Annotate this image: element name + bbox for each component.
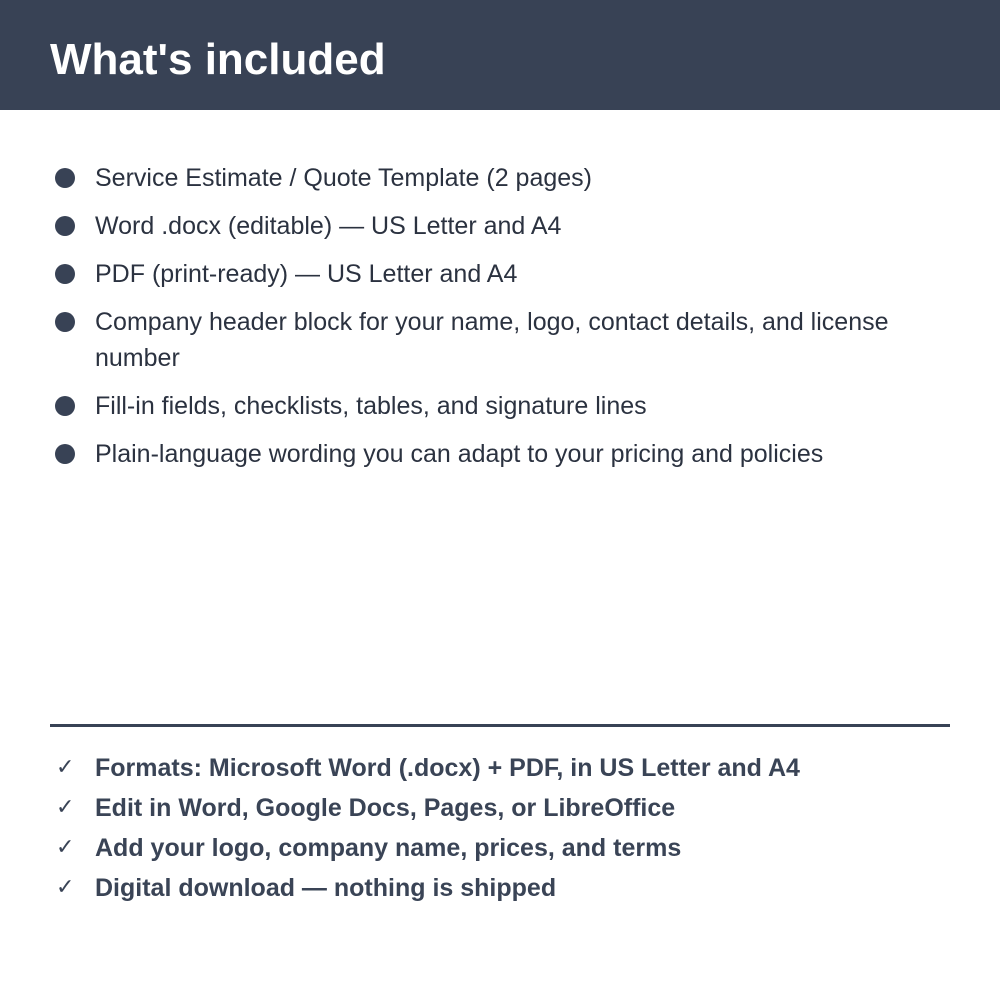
check-icon: ✓ (56, 835, 75, 860)
page-title: What's included (50, 35, 386, 84)
bullet-dot-icon (55, 168, 75, 188)
feature-item (50, 788, 950, 828)
list-item (50, 208, 930, 244)
feature-item-text: Digital download — nothing is shipped (95, 874, 557, 902)
feature-item-text: Add your logo, company name, prices, and terms (95, 834, 682, 862)
list-item (50, 388, 930, 424)
check-icon: ✓ (56, 795, 75, 820)
list-item-text: PDF (print-ready) — US Letter and A4 (95, 260, 518, 288)
list-item-text: Word .docx (editable) — US Letter and A4 (95, 212, 562, 240)
bullet-dot-icon (55, 444, 75, 464)
check-icon: ✓ (56, 755, 75, 780)
bullet-dot-icon (55, 264, 75, 284)
features-list (50, 748, 950, 908)
list-item-text: Plain-language wording you can adapt to your pricing and policies (95, 440, 824, 468)
list-item (50, 160, 930, 196)
list-item-text: Company header block for your name, logo, contact details, and license number (95, 308, 889, 372)
bullet-dot-icon (55, 312, 75, 332)
list-item-text: Service Estimate / Quote Template (2 pages) (95, 164, 592, 192)
list-item (50, 436, 930, 472)
check-icon: ✓ (56, 875, 75, 900)
feature-item (50, 828, 950, 868)
list-item (50, 256, 930, 292)
included-list (50, 160, 930, 484)
section-divider (50, 724, 950, 727)
header-banner (0, 0, 1000, 110)
feature-item (50, 748, 950, 788)
list-item (50, 304, 930, 376)
feature-item (50, 868, 950, 908)
bullet-dot-icon (55, 216, 75, 236)
bullet-dot-icon (55, 396, 75, 416)
feature-item-text: Edit in Word, Google Docs, Pages, or LibreOffice (95, 794, 676, 822)
list-item-text: Fill-in fields, checklists, tables, and signature lines (95, 392, 647, 420)
feature-item-text: Formats: Microsoft Word (.docx) + PDF, in US Letter and A4 (95, 754, 800, 782)
